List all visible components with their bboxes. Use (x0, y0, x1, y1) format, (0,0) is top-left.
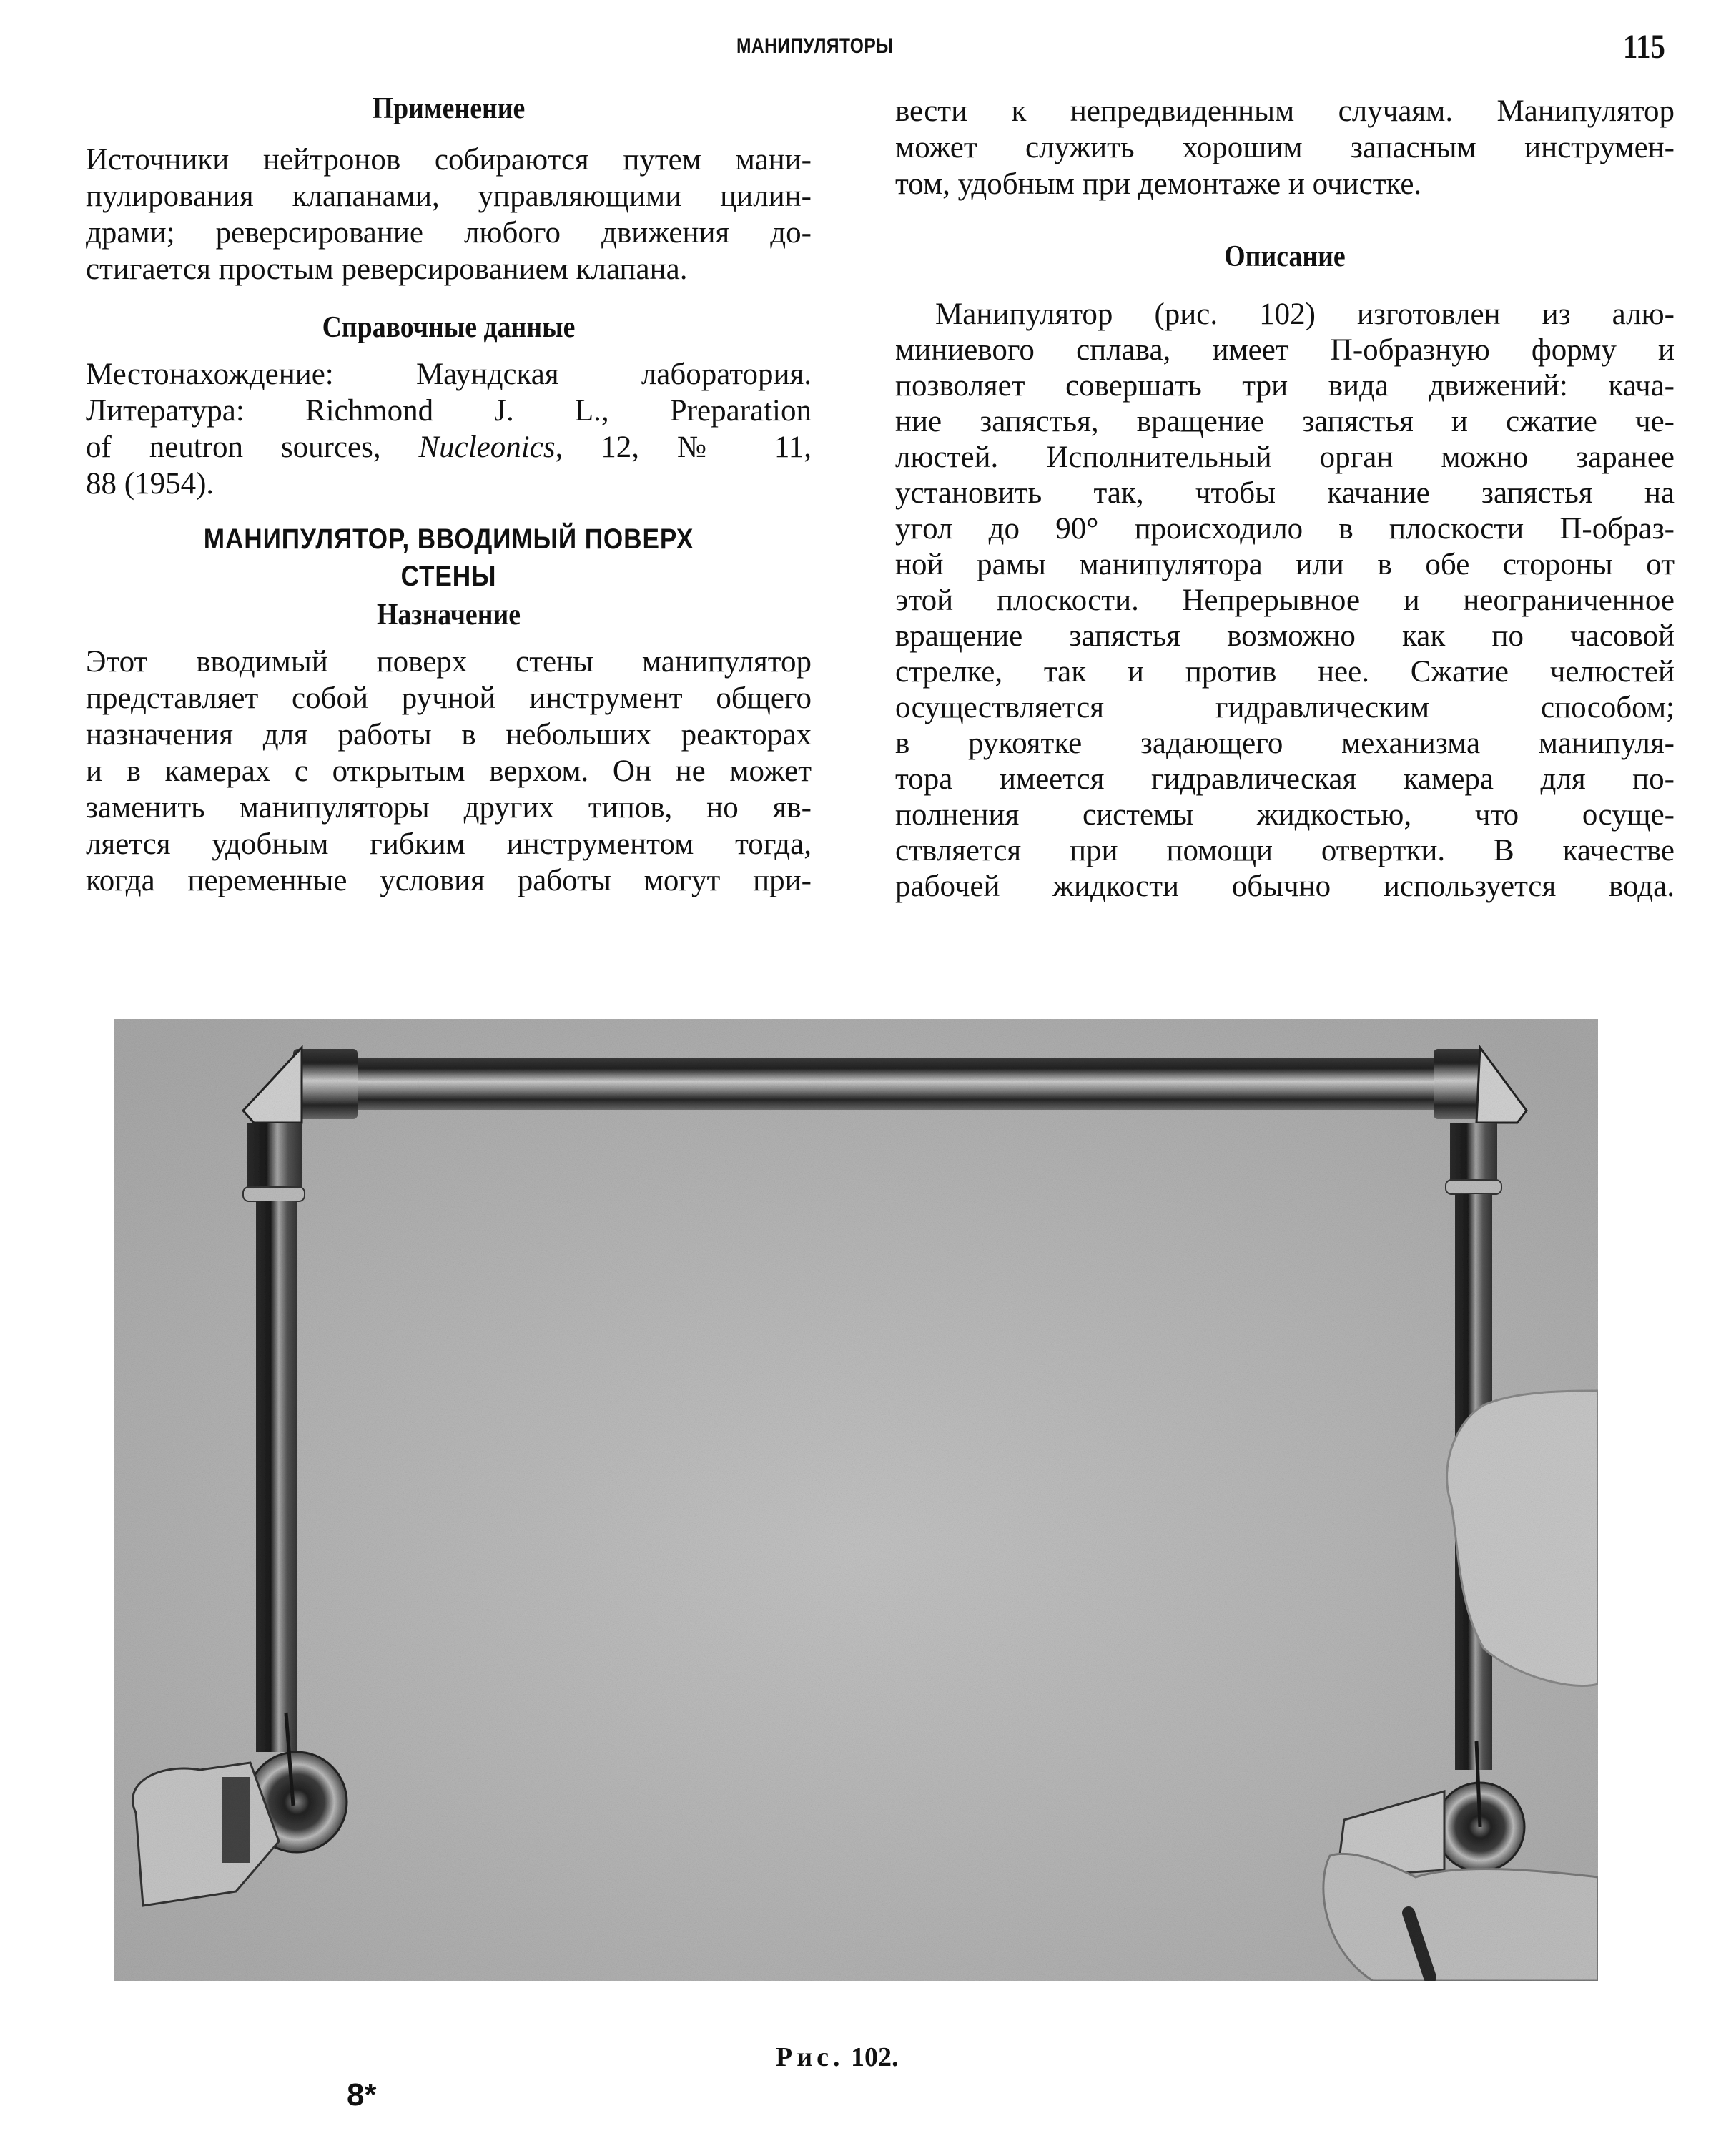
text-line: в рукоятке задающего механизма манипуля- (895, 727, 1675, 760)
page-number: 115 (1623, 28, 1665, 66)
printer-signature-mark: 8* (347, 2077, 377, 2112)
section-application (86, 90, 812, 287)
text-line: установить так, чтобы качание запястья на (895, 476, 1675, 510)
text-line: стигается простым реверсированием клапана. (86, 252, 688, 286)
text-line: Местонахождение: Маундская лаборатория. (86, 358, 812, 391)
paragraph-reference (86, 356, 812, 502)
left-upright-collar (247, 1123, 302, 1187)
text-line: этой плоскости. Непрерывное и неограниченное (895, 584, 1675, 617)
figure-caption-number: 102. (850, 2042, 899, 2072)
section-reference (86, 309, 812, 502)
left-gripper-block (222, 1777, 250, 1863)
paragraph-description (895, 297, 1675, 905)
text-line: драми; реверсирование любого движения до- (86, 216, 812, 250)
section-heading-description: Описание (1224, 240, 1346, 273)
article-title-line-2: СТЕНЫ (400, 561, 497, 592)
text-line: ние запястья, вращение запястья и сжатие че- (895, 405, 1675, 438)
paragraph-continuation (895, 93, 1675, 202)
text-line: заменить манипуляторы других типов, но яв- (86, 791, 812, 825)
running-head (0, 27, 1716, 70)
text-line: и в камерах с открытым верхом. Он не может (86, 754, 812, 788)
section-purpose (86, 596, 812, 899)
text-line: тора имеется гидравлическая камера для по- (895, 762, 1675, 796)
running-title: МАНИПУЛЯТОРЫ (736, 34, 894, 58)
text-line: угол до 90° происходило в плоскости П-образ- (895, 512, 1675, 546)
text-line: люстей. Исполнительный орган можно заранее (895, 440, 1675, 474)
right-column (895, 93, 1675, 905)
figure-caption-prefix: Рис. (776, 2042, 844, 2072)
left-upright-tube (256, 1201, 297, 1752)
text-line: 88 (1954). (86, 467, 214, 501)
article-title (86, 521, 812, 595)
text-line: рабочей жидкости обычно используется вода. (895, 870, 1675, 903)
text-line: Манипулятор (рис. 102) изготовлен из алю- (935, 297, 1675, 331)
text-line: вести к непредвиденным случаям. Манипулятор (895, 94, 1675, 128)
text-line: назначения для работы в небольших реакторах (86, 718, 812, 752)
paragraph-application (86, 142, 812, 287)
text-line: может служить хорошим запасным инструмен- (895, 131, 1675, 164)
left-column (86, 87, 812, 899)
section-heading-purpose: Назначение (376, 599, 521, 631)
text-line: Этот вводимый поверх стены манипулятор (86, 645, 812, 679)
right-upright-collar (1450, 1123, 1497, 1180)
text-line: пулирования клапанами, управляющими цилин- (86, 179, 812, 213)
article-title-line-1: МАНИПУЛЯТОР, ВВОДИМЫЙ ПОВЕРХ (203, 523, 694, 555)
text-line: представляет собой ручной инструмент общего (86, 681, 812, 715)
text-line: позволяет совершать три вида движений: кача- (895, 369, 1675, 403)
text-line: стрелке, так и против нее. Сжатие челюстей (895, 655, 1675, 689)
operator-hand-lower (1323, 1854, 1598, 1981)
text-line: полнения системы жидкостью, что осуще- (895, 798, 1675, 832)
text-line: Источники нейтронов собираются путем мани- (86, 143, 812, 177)
figure-caption (776, 2042, 898, 2073)
text-line: Литература: Richmond J. L., Preparation (86, 394, 812, 428)
section-heading-reference: Справочные данные (322, 311, 576, 344)
top-crossbar-tube (354, 1058, 1441, 1110)
section-description (895, 238, 1675, 905)
section-heading-application: Применение (372, 92, 526, 125)
left-upright-ring (243, 1187, 305, 1201)
figure-photo-manipulator (114, 1019, 1598, 1981)
paragraph-purpose (86, 644, 812, 899)
text-line: вращение запястья возможно как по часовой (895, 619, 1675, 653)
text-line: ной рамы манипулятора или в обе стороны от (895, 548, 1675, 581)
text-line: ствляется при помощи отвертки. В качестве (895, 834, 1675, 867)
text-line: миниевого сплава, имеет П-образную форму и (895, 333, 1675, 367)
text-line: когда переменные условия работы могут при- (86, 864, 812, 897)
right-upright-ring (1446, 1180, 1502, 1194)
journal-name: Nucleonics (418, 430, 556, 464)
text-line: том, удобным при демонтаже и очистке. (895, 167, 1422, 201)
citation-line-italic: of neutron sources, Nucleonics, 12, № 11, (86, 430, 812, 464)
text-line: осуществляется гидравлическим способом; (895, 691, 1675, 724)
manipulator-photo-illustration (114, 1019, 1598, 1981)
text-line: ляется удобным гибким инструментом тогда, (86, 827, 812, 861)
